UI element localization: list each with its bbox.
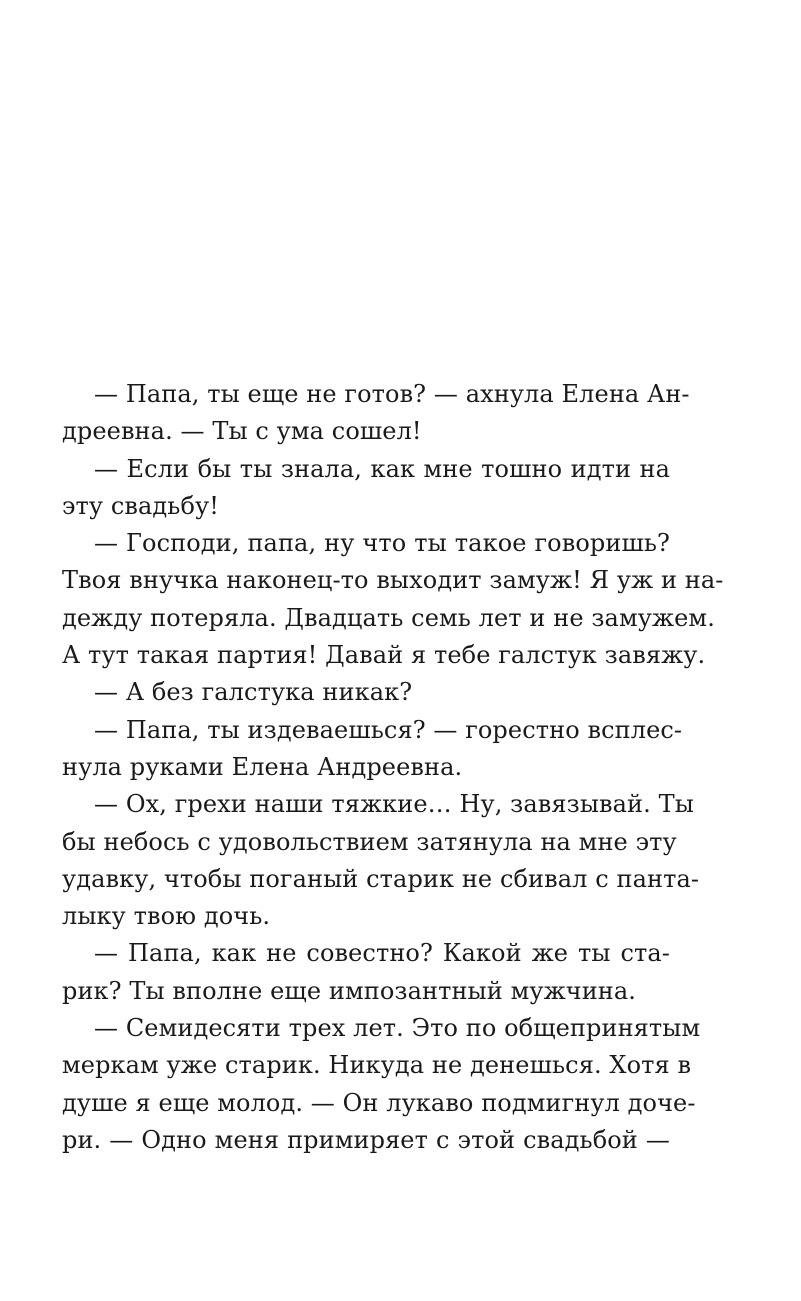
- paragraph-first-line: — Папа, ты еще не готов? — ахнула Елена Ан-: [94, 380, 690, 408]
- text-line: нула руками Елена Андреевна.: [62, 752, 463, 781]
- text-line: ри. — Одно меня примиряет с этой свадьбой —: [62, 1125, 670, 1154]
- paragraph-first-line: — Папа, ты издеваешься? — горестно всплес-: [94, 715, 683, 744]
- text-line: душе я еще молод. — Он лукаво подмигнул доче-: [62, 1088, 696, 1117]
- text-line: бы небось с удовольствием затянула на мне эту: [62, 827, 677, 856]
- text-line: эту свадьбу!: [62, 491, 219, 520]
- text-line: дежду потеряла. Двадцать семь лет и не замужем.: [62, 603, 715, 632]
- page-text: [62, 376, 724, 1159]
- text-line: меркам уже старик. Никуда не денешься. Хотя в: [62, 1051, 692, 1080]
- paragraph-first-line: — Господи, папа, ну что ты такое говоришь?: [94, 529, 670, 558]
- paragraph-first-line: — А без галстука никак?: [94, 678, 413, 707]
- paragraph-first-line: — Семидесяти трех лет. Это по общепринятым: [94, 1014, 701, 1043]
- text-line: дреевна. — Ты с ума сошел!: [62, 417, 422, 446]
- text-line: удавку, чтобы поганый старик не сбивал с панта-: [62, 864, 700, 893]
- paragraph-first-line: — Ох, грехи наши тяжкие… Ну, завязывай. Ты: [94, 790, 694, 819]
- paragraph-first-line: — Если бы ты знала, как мне тошно идти на: [94, 454, 670, 483]
- text-line: рик? Ты вполне еще импозантный мужчина.: [62, 976, 637, 1005]
- text-line: Твоя внучка наконец-то выходит замуж! Я уж и на-: [62, 566, 724, 595]
- paragraph-first-line: — Папа, как не совестно? Какой же ты ста-: [94, 939, 670, 968]
- text-line: лыку твою дочь.: [62, 902, 271, 931]
- text-line: А тут такая партия! Давай я тебе галстук завяжу.: [62, 641, 706, 670]
